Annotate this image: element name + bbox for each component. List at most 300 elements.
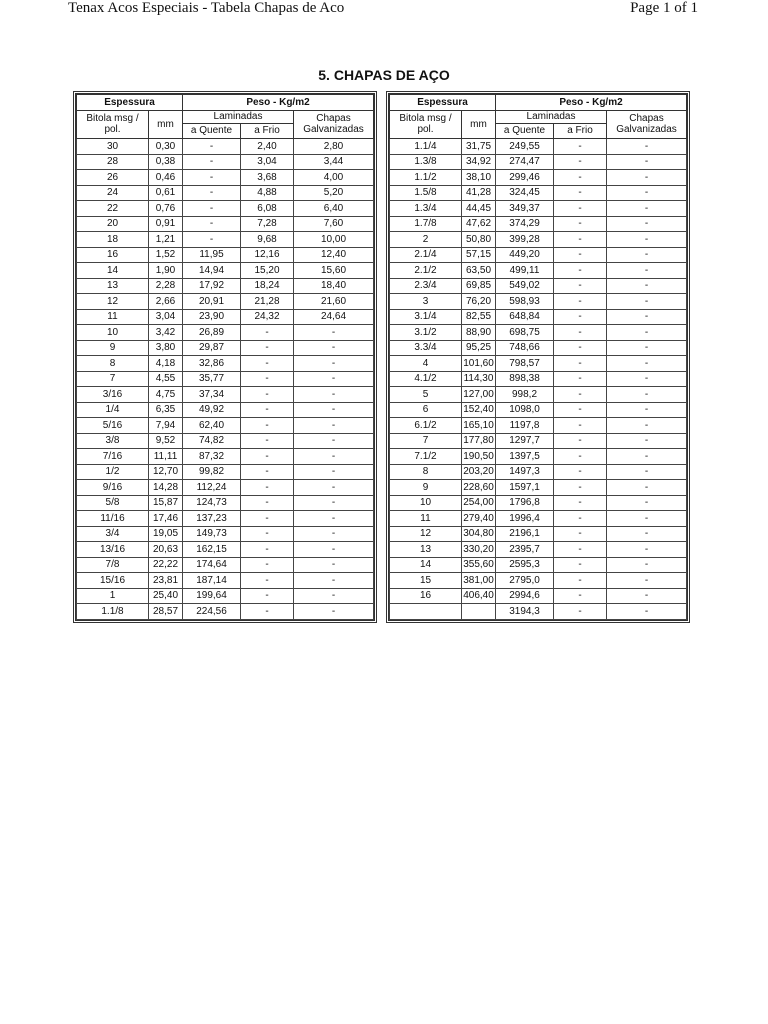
quente-cell: 698,75 xyxy=(496,325,554,341)
bitola-cell: 18 xyxy=(77,232,149,248)
bitola-cell: 9/16 xyxy=(77,480,149,496)
frio-cell: - xyxy=(554,263,607,279)
mm-cell: 23,81 xyxy=(149,573,183,589)
frio-cell: - xyxy=(554,418,607,434)
bitola-cell: 2 xyxy=(390,232,462,248)
mm-cell: 0,46 xyxy=(149,170,183,186)
table-row xyxy=(77,216,374,232)
galvanizada-cell: 24,64 xyxy=(294,309,374,325)
table-row xyxy=(77,480,374,496)
quente-cell: 20,91 xyxy=(183,294,241,310)
galvanizada-cell: - xyxy=(294,495,374,511)
frio-cell: - xyxy=(241,449,294,465)
quente-cell: - xyxy=(183,154,241,170)
galvanizada-cell: - xyxy=(607,526,687,542)
bitola-cell: 30 xyxy=(77,139,149,155)
galvanizada-cell: - xyxy=(607,433,687,449)
bitola-cell: 2.1/4 xyxy=(390,247,462,263)
galvanizada-cell: 12,40 xyxy=(294,247,374,263)
frio-cell: - xyxy=(554,232,607,248)
bitola-cell: 10 xyxy=(390,495,462,511)
quente-cell: 1996,4 xyxy=(496,511,554,527)
table-row xyxy=(390,495,687,511)
bitola-cell: 26 xyxy=(77,170,149,186)
frio-cell: - xyxy=(554,588,607,604)
steel-sheet-table-right xyxy=(386,91,690,623)
mm-cell: 330,20 xyxy=(462,542,496,558)
frio-cell: - xyxy=(554,542,607,558)
bitola-cell: 7.1/2 xyxy=(390,449,462,465)
mm-cell: 127,00 xyxy=(462,387,496,403)
table-row xyxy=(77,139,374,155)
galvanizada-cell: 21,60 xyxy=(294,294,374,310)
quente-cell: 1197,8 xyxy=(496,418,554,434)
table-row xyxy=(390,170,687,186)
table-row xyxy=(390,325,687,341)
bitola-cell: 4.1/2 xyxy=(390,371,462,387)
frio-header: a Frio xyxy=(554,123,607,139)
bitola-cell: 24 xyxy=(77,185,149,201)
mm-cell: 88,90 xyxy=(462,325,496,341)
bitola-cell: 9 xyxy=(390,480,462,496)
frio-cell: - xyxy=(554,433,607,449)
bitola-cell xyxy=(390,604,462,620)
table-row xyxy=(390,418,687,434)
laminadas-header: Laminadas xyxy=(183,110,294,123)
frio-cell: - xyxy=(554,526,607,542)
mm-cell: 76,20 xyxy=(462,294,496,310)
frio-cell: - xyxy=(554,387,607,403)
bitola-cell: 3/4 xyxy=(77,526,149,542)
frio-cell: - xyxy=(554,278,607,294)
quente-cell: 112,24 xyxy=(183,480,241,496)
table-row xyxy=(77,201,374,217)
galvanizada-cell: - xyxy=(607,309,687,325)
quente-cell: 29,87 xyxy=(183,340,241,356)
bitola-cell: 3/16 xyxy=(77,387,149,403)
quente-cell: 14,94 xyxy=(183,263,241,279)
quente-cell: - xyxy=(183,232,241,248)
bitola-cell: 1/4 xyxy=(77,402,149,418)
table-row xyxy=(390,247,687,263)
mm-cell: 19,05 xyxy=(149,526,183,542)
galvanizada-cell: - xyxy=(607,480,687,496)
table-row xyxy=(77,402,374,418)
mm-cell: 0,91 xyxy=(149,216,183,232)
quente-cell: 49,92 xyxy=(183,402,241,418)
galvanizada-cell: - xyxy=(294,449,374,465)
quente-cell: - xyxy=(183,139,241,155)
frio-cell: - xyxy=(554,449,607,465)
galvanizada-cell: - xyxy=(607,464,687,480)
mm-cell: 101,60 xyxy=(462,356,496,372)
mm-cell: 9,52 xyxy=(149,433,183,449)
quente-cell: 3194,3 xyxy=(496,604,554,620)
galvanizada-cell: 18,40 xyxy=(294,278,374,294)
table-row xyxy=(390,464,687,480)
bitola-cell: 3/8 xyxy=(77,433,149,449)
quente-cell: 32,86 xyxy=(183,356,241,372)
mm-cell: 1,90 xyxy=(149,263,183,279)
bitola-cell: 11 xyxy=(77,309,149,325)
mm-cell: 15,87 xyxy=(149,495,183,511)
table-row xyxy=(390,526,687,542)
mm-cell: 34,92 xyxy=(462,154,496,170)
table-row xyxy=(390,340,687,356)
frio-cell: 21,28 xyxy=(241,294,294,310)
header-title: Tenax Acos Especiais - Tabela Chapas de Aco xyxy=(68,0,345,16)
mm-cell: 4,55 xyxy=(149,371,183,387)
table-row xyxy=(390,557,687,573)
table-row xyxy=(77,356,374,372)
table-row xyxy=(77,387,374,403)
frio-cell: - xyxy=(554,216,607,232)
table-row xyxy=(77,449,374,465)
bitola-cell: 16 xyxy=(390,588,462,604)
bitola-cell: 4 xyxy=(390,356,462,372)
quente-cell: 174,64 xyxy=(183,557,241,573)
bitola-cell: 3.1/4 xyxy=(390,309,462,325)
bitola-cell: 1.3/8 xyxy=(390,154,462,170)
mm-cell: 3,80 xyxy=(149,340,183,356)
mm-cell: 190,50 xyxy=(462,449,496,465)
quente-cell: 2395,7 xyxy=(496,542,554,558)
table-row xyxy=(77,371,374,387)
frio-cell: - xyxy=(241,511,294,527)
bitola-cell: 1 xyxy=(77,588,149,604)
quente-cell: 648,84 xyxy=(496,309,554,325)
bitola-cell: 11/16 xyxy=(77,511,149,527)
quente-cell: 549,02 xyxy=(496,278,554,294)
bitola-cell: 6.1/2 xyxy=(390,418,462,434)
mm-cell: 47,62 xyxy=(462,216,496,232)
table-row xyxy=(77,464,374,480)
frio-cell: - xyxy=(554,495,607,511)
bitola-cell: 12 xyxy=(390,526,462,542)
bitola-cell: 12 xyxy=(77,294,149,310)
frio-cell: 4,88 xyxy=(241,185,294,201)
quente-cell: 17,92 xyxy=(183,278,241,294)
frio-cell: - xyxy=(241,387,294,403)
frio-cell: - xyxy=(554,185,607,201)
mm-cell: 14,28 xyxy=(149,480,183,496)
galvanizada-cell: 6,40 xyxy=(294,201,374,217)
galvanizada-cell: - xyxy=(607,387,687,403)
bitola-cell: 1.1/2 xyxy=(390,170,462,186)
mm-cell: 2,28 xyxy=(149,278,183,294)
frio-cell: - xyxy=(554,557,607,573)
frio-cell: - xyxy=(554,371,607,387)
mm-cell: 0,61 xyxy=(149,185,183,201)
frio-cell: - xyxy=(241,464,294,480)
galvanizada-cell: - xyxy=(607,263,687,279)
quente-cell: 1497,3 xyxy=(496,464,554,480)
bitola-cell: 28 xyxy=(77,154,149,170)
mm-cell: 63,50 xyxy=(462,263,496,279)
frio-cell: 7,28 xyxy=(241,216,294,232)
quente-cell: 26,89 xyxy=(183,325,241,341)
galvanizada-cell: - xyxy=(607,511,687,527)
quente-cell: 399,28 xyxy=(496,232,554,248)
galvanizada-cell: - xyxy=(294,480,374,496)
frio-cell: 24,32 xyxy=(241,309,294,325)
mm-cell: 114,30 xyxy=(462,371,496,387)
frio-cell: - xyxy=(554,201,607,217)
quente-cell: 324,45 xyxy=(496,185,554,201)
quente-cell: 224,56 xyxy=(183,604,241,620)
document-title: 5. CHAPAS DE AÇO xyxy=(318,67,450,83)
table-row xyxy=(77,588,374,604)
mm-cell: 406,40 xyxy=(462,588,496,604)
galvanizada-cell: 15,60 xyxy=(294,263,374,279)
mm-cell xyxy=(462,604,496,620)
mm-cell: 304,80 xyxy=(462,526,496,542)
mm-cell: 279,40 xyxy=(462,511,496,527)
galvanizada-cell: - xyxy=(294,464,374,480)
galvanizada-cell: - xyxy=(294,573,374,589)
quente-cell: 1297,7 xyxy=(496,433,554,449)
galvanizada-cell: - xyxy=(607,356,687,372)
mm-header: mm xyxy=(462,110,496,139)
galvanizada-cell: - xyxy=(294,325,374,341)
frio-cell: - xyxy=(241,340,294,356)
table-row xyxy=(77,247,374,263)
galvanizada-cell: - xyxy=(607,573,687,589)
bitola-cell: 3.3/4 xyxy=(390,340,462,356)
mm-cell: 7,94 xyxy=(149,418,183,434)
quente-cell: 798,57 xyxy=(496,356,554,372)
frio-cell: - xyxy=(241,542,294,558)
frio-header: a Frio xyxy=(241,123,294,139)
galvanizada-cell: 5,20 xyxy=(294,185,374,201)
bitola-cell: 13/16 xyxy=(77,542,149,558)
table-row xyxy=(77,573,374,589)
quente-cell: 74,82 xyxy=(183,433,241,449)
frio-cell: - xyxy=(241,371,294,387)
quente-cell: 23,90 xyxy=(183,309,241,325)
frio-cell: - xyxy=(554,170,607,186)
quente-cell: 1098,0 xyxy=(496,402,554,418)
galvanizada-cell: - xyxy=(294,387,374,403)
espessura-header: Espessura xyxy=(77,95,183,111)
galvanizada-cell: - xyxy=(607,588,687,604)
table-row xyxy=(77,433,374,449)
frio-cell: - xyxy=(241,557,294,573)
quente-cell: 2994,6 xyxy=(496,588,554,604)
bitola-cell: 3 xyxy=(390,294,462,310)
galvanizada-cell: - xyxy=(294,604,374,620)
bitola-cell: 2.3/4 xyxy=(390,278,462,294)
table-row xyxy=(390,294,687,310)
bitola-cell: 6 xyxy=(390,402,462,418)
bitola-cell: 1.1/8 xyxy=(77,604,149,620)
mm-cell: 1,21 xyxy=(149,232,183,248)
table-row xyxy=(390,542,687,558)
table-row xyxy=(390,232,687,248)
mm-cell: 228,60 xyxy=(462,480,496,496)
frio-cell: 3,68 xyxy=(241,170,294,186)
frio-cell: 15,20 xyxy=(241,263,294,279)
page-number: Page 1 of 1 xyxy=(630,0,698,16)
bitola-cell: 11 xyxy=(390,511,462,527)
frio-cell: - xyxy=(554,464,607,480)
quente-cell: 87,32 xyxy=(183,449,241,465)
quente-cell: 499,11 xyxy=(496,263,554,279)
table-row xyxy=(390,433,687,449)
table-row xyxy=(77,278,374,294)
table-row xyxy=(77,418,374,434)
bitola-header: Bitola msg / pol. xyxy=(77,110,149,139)
frio-cell: - xyxy=(241,495,294,511)
bitola-cell: 16 xyxy=(77,247,149,263)
laminadas-header: Laminadas xyxy=(496,110,607,123)
table-row xyxy=(390,139,687,155)
galvanizada-cell: - xyxy=(607,139,687,155)
table-row xyxy=(390,511,687,527)
page-header xyxy=(0,0,768,24)
quente-cell: - xyxy=(183,170,241,186)
bitola-cell: 3.1/2 xyxy=(390,325,462,341)
mm-cell: 0,30 xyxy=(149,139,183,155)
bitola-cell: 14 xyxy=(390,557,462,573)
mm-cell: 28,57 xyxy=(149,604,183,620)
table-row xyxy=(77,340,374,356)
table-row xyxy=(390,154,687,170)
galvanizada-cell: - xyxy=(294,542,374,558)
quente-cell: 162,15 xyxy=(183,542,241,558)
table-row xyxy=(390,263,687,279)
galvanizada-cell: - xyxy=(294,340,374,356)
galvanizada-cell: - xyxy=(607,604,687,620)
galvanizada-cell: 2,80 xyxy=(294,139,374,155)
table-row xyxy=(390,387,687,403)
table-row xyxy=(77,263,374,279)
bitola-cell: 7/8 xyxy=(77,557,149,573)
table-row xyxy=(390,309,687,325)
frio-cell: - xyxy=(554,340,607,356)
frio-cell: 2,40 xyxy=(241,139,294,155)
mm-cell: 254,00 xyxy=(462,495,496,511)
frio-cell: - xyxy=(241,588,294,604)
galvanizada-cell: - xyxy=(607,418,687,434)
galvanizada-cell: - xyxy=(607,170,687,186)
table-row xyxy=(77,325,374,341)
quente-cell: 187,14 xyxy=(183,573,241,589)
quente-cell: 898,38 xyxy=(496,371,554,387)
mm-cell: 44,45 xyxy=(462,201,496,217)
quente-cell: 62,40 xyxy=(183,418,241,434)
table-row xyxy=(77,542,374,558)
frio-cell: 12,16 xyxy=(241,247,294,263)
table-row xyxy=(390,371,687,387)
quente-cell: - xyxy=(183,216,241,232)
quente-cell: 137,23 xyxy=(183,511,241,527)
bitola-cell: 5/16 xyxy=(77,418,149,434)
bitola-cell: 15 xyxy=(390,573,462,589)
peso-header: Peso - Kg/m2 xyxy=(496,95,687,111)
quente-cell: 299,46 xyxy=(496,170,554,186)
table-row xyxy=(77,557,374,573)
mm-cell: 2,66 xyxy=(149,294,183,310)
bitola-cell: 1.3/4 xyxy=(390,201,462,217)
bitola-cell: 20 xyxy=(77,216,149,232)
bitola-cell: 8 xyxy=(390,464,462,480)
bitola-cell: 13 xyxy=(77,278,149,294)
galvanizada-cell: - xyxy=(294,511,374,527)
frio-cell: - xyxy=(554,402,607,418)
quente-cell: 2595,3 xyxy=(496,557,554,573)
quente-cell: 1397,5 xyxy=(496,449,554,465)
galvanizada-cell: - xyxy=(294,526,374,542)
bitola-cell: 14 xyxy=(77,263,149,279)
frio-cell: 9,68 xyxy=(241,232,294,248)
bitola-cell: 2.1/2 xyxy=(390,263,462,279)
mm-cell: 0,38 xyxy=(149,154,183,170)
mm-cell: 41,28 xyxy=(462,185,496,201)
frio-cell: - xyxy=(554,604,607,620)
mm-header: mm xyxy=(149,110,183,139)
galvanizada-cell: - xyxy=(607,371,687,387)
quente-cell: - xyxy=(183,185,241,201)
mm-cell: 6,35 xyxy=(149,402,183,418)
bitola-cell: 5/8 xyxy=(77,495,149,511)
table-row xyxy=(390,588,687,604)
galvanizada-cell: - xyxy=(607,278,687,294)
galvanizada-cell: - xyxy=(607,216,687,232)
galvanizada-cell: - xyxy=(607,154,687,170)
galvanizada-cell: - xyxy=(607,294,687,310)
frio-cell: - xyxy=(554,139,607,155)
bitola-cell: 13 xyxy=(390,542,462,558)
bitola-cell: 15/16 xyxy=(77,573,149,589)
table-row xyxy=(390,402,687,418)
table-row xyxy=(77,154,374,170)
table-row xyxy=(77,309,374,325)
espessura-header: Espessura xyxy=(390,95,496,111)
table-row xyxy=(390,480,687,496)
bitola-header: Bitola msg / pol. xyxy=(390,110,462,139)
frio-cell: 18,24 xyxy=(241,278,294,294)
frio-cell: - xyxy=(554,154,607,170)
mm-cell: 12,70 xyxy=(149,464,183,480)
mm-cell: 4,75 xyxy=(149,387,183,403)
steel-sheet-table-left xyxy=(73,91,377,623)
frio-cell: - xyxy=(241,433,294,449)
galvanizada-cell: - xyxy=(294,418,374,434)
frio-cell: - xyxy=(554,309,607,325)
bitola-cell: 5 xyxy=(390,387,462,403)
mm-cell: 25,40 xyxy=(149,588,183,604)
quente-cell: 1796,8 xyxy=(496,495,554,511)
frio-cell: - xyxy=(241,526,294,542)
quente-cell: 2196,1 xyxy=(496,526,554,542)
table-row xyxy=(77,294,374,310)
galvanizadas-header: Chapas Galvanizadas xyxy=(294,110,374,139)
galvanizada-cell: - xyxy=(607,325,687,341)
mm-cell: 95,25 xyxy=(462,340,496,356)
table-row xyxy=(77,185,374,201)
bitola-cell: 9 xyxy=(77,340,149,356)
table-row xyxy=(77,511,374,527)
quente-cell: 99,82 xyxy=(183,464,241,480)
quente-header: a Quente xyxy=(183,123,241,139)
bitola-cell: 1.1/4 xyxy=(390,139,462,155)
mm-cell: 4,18 xyxy=(149,356,183,372)
galvanizada-cell: - xyxy=(294,356,374,372)
mm-cell: 203,20 xyxy=(462,464,496,480)
frio-cell: - xyxy=(241,402,294,418)
frio-cell: - xyxy=(241,573,294,589)
